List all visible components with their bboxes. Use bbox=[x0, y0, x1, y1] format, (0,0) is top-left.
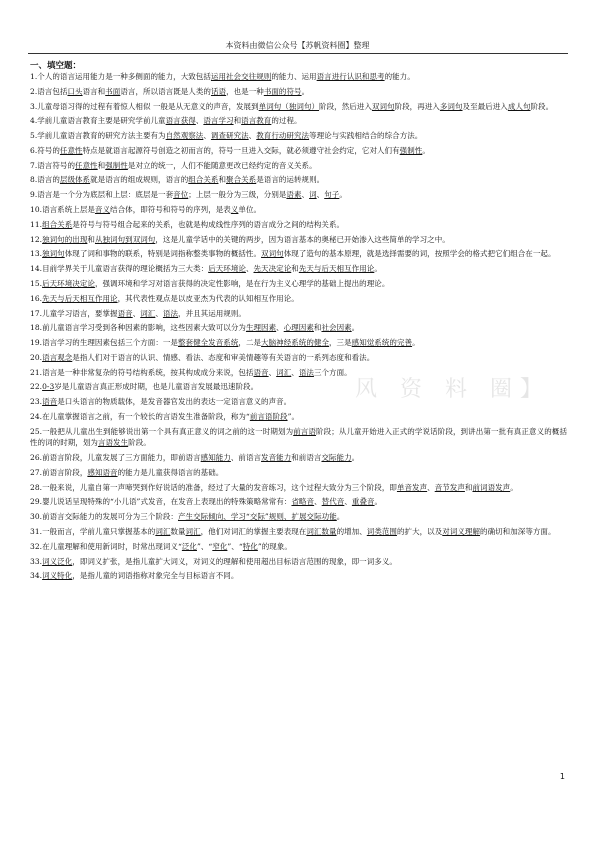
answer-blank: 音节发声 bbox=[434, 482, 465, 492]
answer-blank: 组合关系 bbox=[188, 175, 219, 185]
answer-blank: 词类范围 bbox=[366, 527, 397, 537]
question-text: 。 bbox=[374, 264, 382, 274]
question-text: 11. bbox=[30, 219, 43, 229]
question-text: 15. bbox=[30, 278, 43, 288]
answer-blank: 语素 bbox=[286, 190, 302, 200]
answer-blank: 强制性 bbox=[399, 145, 423, 155]
question-text: 的过程。 bbox=[271, 116, 302, 126]
question-item bbox=[30, 482, 567, 494]
answer-blank: 独词句的出现 bbox=[42, 234, 88, 244]
question-list bbox=[30, 71, 567, 585]
answer-blank: 自然观察法 bbox=[165, 131, 204, 141]
answer-blank: 义 bbox=[230, 205, 239, 215]
answer-blank: 语音 bbox=[42, 397, 58, 407]
answer-blank: 词汇 bbox=[276, 367, 292, 377]
answer-blank: 对词义理解 bbox=[442, 527, 481, 537]
question-text: 、 bbox=[276, 323, 284, 333]
question-item bbox=[30, 115, 567, 127]
question-item bbox=[30, 367, 567, 379]
section-title: 一、填空题： bbox=[30, 61, 82, 71]
question-text: ，也是一种 bbox=[226, 86, 264, 96]
question-text: 28.一般来说，儿童自第一声啼哭到作好说话的准备，经过了大量的发音练习，这个过程大致分为三个阶段，即 bbox=[30, 482, 397, 492]
question-text: 阶段。 bbox=[128, 438, 151, 448]
question-text: 4.学前儿童语言教育主要是研究学前儿童 bbox=[30, 116, 166, 126]
question-item bbox=[30, 496, 567, 508]
question-text: 是符号与符号组合起来的关系，也就是构成线性序列的语言成分之间的结构关系。 bbox=[72, 219, 345, 229]
question-item bbox=[30, 219, 567, 231]
question-text: 和 bbox=[464, 482, 473, 492]
answer-blank: 替代音 bbox=[321, 497, 345, 507]
question-text: 26.前语言阶段，儿童发展了三方面能力，即前语言 bbox=[30, 453, 201, 463]
question-item bbox=[30, 467, 567, 479]
answer-blank: 词义泛化 bbox=[42, 556, 73, 566]
question-text: 。 bbox=[339, 190, 347, 200]
question-text: 是语言的运转规则。 bbox=[256, 175, 325, 185]
question-text: 。 bbox=[336, 512, 345, 522]
question-text: 是指人们对于语言的认识、情感、看法、态度和审美情趣等有关语言的一系列态度和看法。 bbox=[72, 352, 375, 362]
question-text: ，并且其运用规则。 bbox=[178, 308, 246, 318]
answer-blank: 从独词句到双词句 bbox=[94, 234, 156, 244]
question-item bbox=[30, 337, 567, 349]
question-item bbox=[30, 248, 567, 260]
question-item bbox=[30, 411, 567, 423]
question-item bbox=[30, 278, 567, 290]
question-text: 。 bbox=[351, 453, 360, 463]
answer-blank: 单音发声 bbox=[396, 482, 428, 492]
answer-blank: 音义 bbox=[94, 205, 111, 215]
answer-blank: 双词句 bbox=[261, 249, 284, 259]
question-text: 特点是就语言起源符号创造之初而言的，符号一旦进入交际，就必须遵守社会约定，它对人们有 bbox=[82, 145, 400, 155]
question-text: 24.在儿童掌握语言之前，有一个较长的言语发生准备阶段，称为“ bbox=[30, 411, 250, 421]
answer-blank: 运用社会交往规则 bbox=[210, 72, 272, 81]
question-text: 及至最后进入 bbox=[462, 101, 508, 111]
question-text: 和 bbox=[97, 160, 106, 170]
question-text: 体现了造句的基本原理，就是选择需要的词，按照学会的格式把它们组合在一起。 bbox=[283, 249, 556, 259]
answer-blank: 多词句 bbox=[439, 101, 463, 111]
question-text: 5.学前儿童语言教育的研究方法主要有为 bbox=[30, 131, 166, 141]
question-text: 就是语言的组成规则，语言的 bbox=[90, 175, 189, 185]
answer-blank: 生理因素 bbox=[245, 323, 277, 333]
question-text: 的能力是儿童获得语言的基础。 bbox=[117, 467, 224, 477]
question-text: 和 bbox=[291, 264, 299, 274]
answer-blank: 词汇数量 bbox=[306, 527, 337, 537]
question-item bbox=[30, 204, 567, 216]
question-text: 等理论与实践相结合的综合方法。 bbox=[309, 131, 423, 141]
answer-blank: 心理因素 bbox=[283, 323, 314, 333]
question-text: 27.前语言阶段， bbox=[30, 467, 88, 477]
question-item bbox=[30, 541, 567, 553]
question-text: 、 bbox=[291, 367, 299, 377]
question-text: 8.语言的 bbox=[30, 175, 60, 185]
question-text: 20. bbox=[30, 352, 43, 362]
answer-blank: 特化 bbox=[242, 541, 258, 551]
question-text: 语言和 bbox=[82, 86, 106, 96]
question-text: 33. bbox=[30, 556, 43, 566]
question-text: 阶段。 bbox=[530, 101, 554, 111]
answer-blank: 重叠音 bbox=[351, 497, 375, 507]
page-header: 本资料由微信公众号【苏帆资料圈】整理 bbox=[225, 41, 370, 50]
question-text: 1.个人的语言运用能力是一种多侧面的能力，大致包括 bbox=[30, 72, 211, 81]
answer-blank: 大脑神经系统的健全 bbox=[261, 338, 329, 348]
question-text: 30.前语言交际能力的发展可分为三个阶段： bbox=[30, 512, 178, 522]
question-item bbox=[30, 101, 567, 113]
answer-blank: 泛化 bbox=[181, 541, 197, 551]
question-text: 阶段，然后进入 bbox=[319, 101, 372, 111]
question-item bbox=[30, 570, 567, 582]
question-text: 阶段，再进入 bbox=[394, 101, 440, 111]
answer-blank: 整套健全发音系统 bbox=[177, 338, 239, 348]
answer-blank: 话语 bbox=[210, 86, 227, 96]
question-item bbox=[30, 322, 567, 334]
question-text: ，强调环境和学习对语言获得的决定性影响，是在行为主义心理学的基础上提出的理论。 bbox=[94, 278, 390, 288]
question-text: ，他们对词汇的掌握主要表现在 bbox=[200, 527, 307, 537]
question-item bbox=[30, 71, 567, 83]
question-text: 和 bbox=[313, 323, 322, 333]
question-text: ”的现象。 bbox=[257, 541, 292, 551]
question-text: 的能力、运用 bbox=[271, 72, 317, 81]
answer-blank: 感知语音 bbox=[87, 467, 118, 477]
question-item bbox=[30, 556, 567, 568]
question-text: 阶段；从儿童开始进入正式的学说话阶段，到讲出第一批有真正意义的概括性的词的时期，划为 bbox=[30, 426, 567, 448]
answer-blank: 词汇 bbox=[185, 527, 201, 537]
question-text: 17.儿童学习语言，要掌握 bbox=[30, 308, 118, 318]
watermark: 风 资 料 圈】 bbox=[355, 377, 550, 402]
question-text: ，即词义扩张，是指儿童扩大词义，对词义的理解和使用超出目标语言范围的现象，即一词多义。 bbox=[72, 556, 397, 566]
question-text: 和 bbox=[233, 116, 242, 126]
question-text: 。 bbox=[422, 145, 430, 155]
answer-blank: 语言进行认识和思考 bbox=[316, 72, 385, 81]
question-text: 29.婴儿说话呈现特殊的“小儿语”式发音，在发音上表现出的特殊策略常常有： bbox=[30, 497, 292, 507]
answer-blank: 语言观念 bbox=[42, 352, 73, 362]
question-text: 、 bbox=[248, 131, 257, 141]
answer-blank: 词汇 bbox=[140, 308, 156, 318]
question-text: 。 bbox=[374, 497, 383, 507]
question-text: 2.语言包括 bbox=[30, 86, 68, 96]
answer-blank: 感知能力 bbox=[200, 453, 231, 463]
answer-blank: 强制性 bbox=[105, 160, 128, 170]
question-text: 三个方面。 bbox=[313, 367, 352, 377]
question-text: 、 bbox=[132, 308, 141, 318]
answer-blank: 社会因素 bbox=[321, 323, 352, 333]
question-text: 的扩大，以及 bbox=[396, 527, 443, 537]
answer-blank: 先天与后天相互作用论 bbox=[42, 293, 118, 303]
question-item bbox=[30, 263, 567, 275]
question-text: 、 bbox=[245, 264, 254, 274]
question-item bbox=[30, 526, 567, 538]
answer-blank: 产生交际倾向、学习“交际”规则、扩展交际功能 bbox=[177, 512, 337, 522]
question-text: 34. bbox=[30, 571, 43, 581]
question-text: 23. bbox=[30, 397, 43, 407]
answer-blank: 省略音 bbox=[291, 497, 315, 507]
question-text: ；上层一般分为三级，分别是 bbox=[188, 190, 287, 200]
question-item bbox=[30, 130, 567, 142]
question-item bbox=[30, 352, 567, 364]
page-number: 1 bbox=[559, 772, 565, 781]
question-item bbox=[30, 381, 567, 393]
question-text: 9.语言是一个分为底层和上层：底层是一套 bbox=[30, 190, 174, 200]
question-text: 、 bbox=[195, 116, 204, 126]
answer-blank: 前词语发声 bbox=[472, 482, 511, 492]
question-text: 和 bbox=[87, 234, 95, 244]
question-text: 。 bbox=[510, 482, 518, 492]
question-text: 语言，所以语言既是人类的 bbox=[120, 86, 211, 96]
question-text: 的能力。 bbox=[384, 72, 415, 81]
answer-blank: 语言教育 bbox=[241, 116, 272, 126]
answer-blank: 任意性 bbox=[75, 160, 98, 170]
question-item bbox=[30, 452, 567, 464]
question-text: 10.语言系统上层是 bbox=[30, 205, 95, 215]
answer-blank: 词汇 bbox=[155, 527, 171, 537]
answer-blank: 语言获得 bbox=[165, 116, 196, 126]
answer-blank: 语音 bbox=[117, 308, 133, 318]
question-text: 25.一般把从儿童出生到能够说出第一个具有真正意义的词之前的这一时期划为 bbox=[30, 426, 294, 436]
question-item bbox=[30, 396, 567, 408]
question-text: 。 bbox=[351, 323, 360, 333]
question-text: 7.语言符号的 bbox=[30, 160, 76, 170]
answer-blank: 后天环境论 bbox=[208, 264, 246, 274]
question-text: 、 bbox=[268, 367, 277, 377]
question-text: ，其代表性观点是以皮亚杰为代表的认知相互作用论。 bbox=[117, 293, 299, 303]
question-text: ，二是 bbox=[238, 338, 262, 348]
answer-blank: 双词句 bbox=[371, 101, 395, 111]
question-text: 21.语言是一种非常复杂的符号结构系统，按其构成成分来说，包括 bbox=[30, 367, 254, 377]
question-text: 、 bbox=[155, 308, 163, 318]
question-item bbox=[30, 160, 567, 172]
answer-blank: 任意性 bbox=[59, 145, 83, 155]
answer-blank: 后天环境决定论 bbox=[42, 278, 95, 288]
answer-blank: 口头 bbox=[67, 86, 83, 96]
question-text: 18.前儿童语言学习受到各种因素的影响，这些因素大致可以分为 bbox=[30, 323, 246, 333]
question-text: 。 bbox=[412, 338, 420, 348]
answer-blank: 窄化 bbox=[212, 541, 228, 551]
question-text: 结合体，即符号和符号的序列，是表 bbox=[110, 205, 231, 215]
question-item bbox=[30, 234, 567, 246]
answer-blank: 成人句 bbox=[507, 101, 531, 111]
answer-blank: 调查研究法 bbox=[210, 131, 249, 141]
question-text: ，这是儿童学话中的关键的两步，因为语言基本的奥秘已开始渗入这些简单的学习之中。 bbox=[155, 234, 450, 244]
answer-blank: 先天决定论 bbox=[253, 264, 292, 274]
question-text: 和 bbox=[218, 175, 227, 185]
question-text: 岁是儿童语言真正形成时期，也是儿童语言发展最迅速阶段。 bbox=[54, 382, 259, 392]
question-text: 的增加、 bbox=[336, 527, 367, 537]
answer-blank: 层级体系 bbox=[59, 175, 91, 185]
question-text: ，三是 bbox=[329, 338, 352, 348]
question-item bbox=[30, 511, 567, 523]
answer-blank: 语音 bbox=[253, 367, 269, 377]
question-text: ”、“ bbox=[227, 541, 243, 551]
answer-blank: 词义特化 bbox=[42, 571, 73, 581]
question-text: 13. bbox=[30, 249, 43, 259]
question-text: 体现了词和事物的联系，特别是词指称整类事物的概括性。 bbox=[64, 249, 262, 259]
question-text: 。 bbox=[301, 86, 310, 96]
answer-blank: 0-3 bbox=[42, 382, 55, 392]
answer-blank: 语法 bbox=[162, 308, 179, 318]
question-text: 16. bbox=[30, 293, 43, 303]
question-text: 22. bbox=[30, 382, 43, 392]
question-text: 3.儿童母语习得的过程有着惊人相似 一般是从无意义的声音，发展到 bbox=[30, 101, 259, 111]
answer-blank: 组合关系 bbox=[42, 219, 73, 229]
question-text: 14.目前学界关于儿童语言获得的理论概括为三大类： bbox=[30, 264, 209, 274]
question-text: ”。 bbox=[287, 411, 299, 421]
answer-blank: 单词句（独词句） bbox=[258, 101, 320, 111]
question-item bbox=[30, 145, 567, 157]
question-text: 、 bbox=[301, 190, 310, 200]
question-text: 的确切和加深等方面。 bbox=[480, 527, 556, 537]
answer-blank: 书面的符号 bbox=[263, 86, 302, 96]
question-text: 12. bbox=[30, 234, 43, 244]
question-text: 31.一般而言，学前儿童只掌握基本的 bbox=[30, 527, 156, 537]
question-text: 、 bbox=[344, 497, 352, 507]
question-text: 19.语言学习的生理因素包括三个方面：一是 bbox=[30, 338, 178, 348]
answer-blank: 音位 bbox=[173, 190, 189, 200]
question-text: 、 bbox=[427, 482, 435, 492]
answer-blank: 书面 bbox=[105, 86, 121, 96]
question-text: 、 bbox=[314, 497, 322, 507]
question-text: 、前语言 bbox=[230, 453, 262, 463]
answer-blank: 聚合关系 bbox=[226, 175, 257, 185]
question-text: 是对立的统一，人们不能随意更改已经约定的音义关系。 bbox=[127, 160, 317, 170]
answer-blank: 语言学习 bbox=[203, 116, 234, 126]
question-text: 和前语言 bbox=[291, 453, 322, 463]
question-item bbox=[30, 293, 567, 305]
question-item bbox=[30, 426, 567, 449]
answer-blank: 交际能力 bbox=[321, 453, 352, 463]
question-text: ，是指儿童的词语指称对象完全与目标语言不同。 bbox=[72, 571, 239, 581]
header-divider bbox=[28, 53, 568, 54]
question-text: 、 bbox=[316, 190, 325, 200]
question-text: 是口头语言的物质载体，是发音器官发出的表达一定语言意义的声音。 bbox=[57, 397, 292, 407]
question-text: 6.符号的 bbox=[30, 145, 60, 155]
question-item bbox=[30, 308, 567, 320]
question-text: ”、“ bbox=[196, 541, 213, 551]
answer-blank: 发音能力 bbox=[261, 453, 292, 463]
answer-blank: 教育行动研究法 bbox=[256, 131, 310, 141]
answer-blank: 言语发生 bbox=[97, 438, 129, 448]
question-text: 、 bbox=[203, 131, 211, 141]
answer-blank: 先天与后天相互作用论 bbox=[298, 264, 375, 274]
question-item bbox=[30, 189, 567, 201]
answer-blank: 前言语阶段 bbox=[249, 411, 288, 421]
question-item bbox=[30, 174, 567, 186]
question-text: 数量 bbox=[170, 527, 186, 537]
question-text: 单位。 bbox=[238, 205, 262, 215]
answer-blank: 独词句 bbox=[42, 249, 65, 259]
answer-blank: 语法 bbox=[298, 367, 314, 377]
question-item bbox=[30, 86, 567, 98]
answer-blank: 感知觉系统的完善 bbox=[351, 338, 413, 348]
answer-blank: 前言语 bbox=[293, 426, 317, 436]
answer-blank: 句子 bbox=[324, 190, 340, 200]
answer-blank: 词 bbox=[309, 190, 317, 200]
question-text: 32.在儿童理解和使用新词时，时常出现词义“ bbox=[30, 541, 182, 551]
